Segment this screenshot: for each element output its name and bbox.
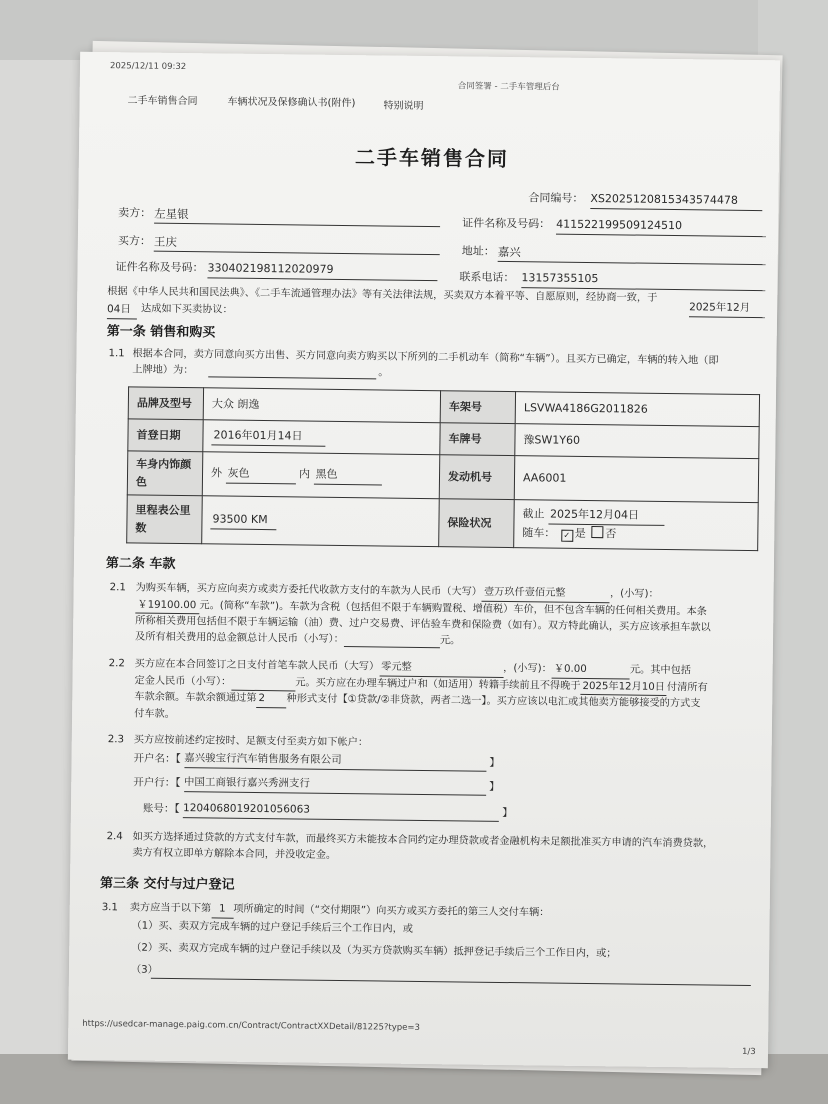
- account-name-row: 开户名：【 嘉兴骏宝行汽车销售服务有限公司 】: [133, 750, 500, 771]
- reg-date-value: 2016年01月14日: [211, 427, 325, 447]
- exterior-prefix: 外: [210, 466, 223, 480]
- article-3-title: 第三条 交付与过户登记: [99, 876, 235, 893]
- account-no-label: 账号：: [142, 802, 175, 815]
- clause-2-2-i: 付车款。: [134, 707, 175, 720]
- interior-color: 黑色: [313, 466, 381, 485]
- print-page-title: 合同签署 - 二手车管理后台: [457, 81, 560, 93]
- buyer-id-label: 证件名称及号码：: [115, 260, 204, 275]
- plate-value: 豫SW1Y60: [515, 424, 759, 459]
- insurance-prefix: 截止: [522, 507, 545, 521]
- insurance-label: 保险状况: [439, 499, 515, 548]
- buyer-id: 330402198112020979: [207, 259, 437, 280]
- vehicle-info-table: [126, 386, 760, 551]
- clause-2-1-d: 所称相关费用包括但不限于车辆运输（油）费、过户交易费、评估验车费和保险费（如有）。双方特此确认，买方应该承担车款以: [135, 615, 711, 634]
- bank-name: 中国工商银行嘉兴秀洲支行: [184, 775, 486, 795]
- clause-1-1-number: 1.1: [108, 348, 125, 360]
- account-no-row: 账号：【 1204068019201056063 】: [143, 801, 513, 822]
- no-label: 否: [605, 527, 617, 541]
- clause-2-2-number: 2.2: [108, 658, 125, 670]
- clause-2-2-c: 元。其中包括: [629, 664, 692, 677]
- contract-page: [68, 52, 780, 1068]
- clause-2-4-text: [132, 829, 766, 868]
- seller-label: 卖方：: [118, 206, 152, 220]
- bank-row: 开户行：【 中国工商银行嘉兴秀洲支行 】: [133, 774, 500, 795]
- vin-value: LSVWA4186G2011826: [515, 392, 759, 427]
- buyer-address: 嘉兴: [498, 243, 766, 266]
- engine-value: AA6001: [514, 456, 759, 503]
- with-car-label: 随车：: [522, 526, 556, 540]
- delivery-option-3: （3）: [130, 964, 158, 976]
- delivery-option-3-field: [151, 978, 751, 986]
- clause-2-2-f: 付清所有: [666, 681, 708, 693]
- clause-2-2-a: 买方应在本合同签订之日支付首笔车款人民币（大写）: [134, 658, 380, 673]
- final-payment-date: 2025年12月10日: [580, 678, 667, 696]
- clause-3-1-b: 项所确定的时间（“交付期限”）向买方或买方委托的第三人交付车辆：: [233, 903, 550, 919]
- plate-label: 车牌号: [440, 423, 515, 456]
- clause-2-1-text: [135, 580, 766, 652]
- clause-2-1-c: 元。(简称“车款”)。车款为含税（包括但不限于车辆购置税、增值税）车价，但不包含车辆的任何相关费用。本条: [199, 599, 707, 617]
- clause-2-2-d: 定金人民币（小写）：: [134, 674, 232, 688]
- total-price-upper: 壹万玖仟壹佰元整: [482, 585, 610, 603]
- print-timestamp: 2025/12/11 09:32: [109, 61, 187, 73]
- contract-title: 二手车销售合同: [354, 145, 510, 172]
- delivery-option-1: （1）买、卖双方完成车辆的过户登记手续后三个工作日内，或: [131, 920, 414, 935]
- tab-vehicle-condition[interactable]: 车辆状况及保修确认书(附件): [227, 96, 356, 110]
- clause-2-2-h: 种形式支付【①贷款/②非贷款，两者二选一】。买方应该以电汇或其他卖方能够接受的方式支: [286, 693, 701, 710]
- seller-name: 左星银: [154, 205, 440, 228]
- intro-date-1: 2025年12月: [689, 299, 765, 318]
- intro-date-2: 04日: [107, 301, 137, 319]
- clause-3-1-a: 卖方应当于以下第: [129, 902, 212, 915]
- account-no: 1204068019201056063: [183, 801, 499, 821]
- clause-2-3-text: 买方应按前述约定按时、足额支付至卖方如下帐户：: [133, 734, 369, 749]
- bank-label: 开户行：: [133, 776, 176, 789]
- yes-label: 是: [574, 526, 586, 540]
- mileage-label: 里程表公里数: [127, 495, 203, 544]
- yes-checkbox[interactable]: ✓: [561, 530, 573, 542]
- reg-date-label: 首登日期: [128, 419, 203, 452]
- clause-2-1-e: 及所有相关费用的总金额总计人民币（小写）：: [134, 630, 344, 645]
- mileage-value: 93500 KM: [210, 511, 276, 530]
- deposit-field: [231, 680, 295, 692]
- color-label: 车身内饰颜色: [127, 451, 203, 496]
- tab-special-notes[interactable]: 特别说明: [383, 100, 424, 112]
- delivery-item: 1: [211, 901, 233, 918]
- clause-2-1-b: ，(小写)：: [609, 588, 659, 600]
- clause-2-4-a: 如买方选择通过贷款的方式支付车款，而最终买方未能按本合同约定办理贷款或者金融机构未足额批准买方申请的汽车消费贷款，: [132, 831, 714, 850]
- clause-1-1-text: 根据本合同，卖方同意向买方出售、买方同意向卖方购买以下所列的二手机动车（简称“车辆”）。且买方已确定，车辆的转入地（即: [132, 348, 719, 367]
- phone-label: 联系电话：: [459, 270, 515, 285]
- clause-3-1-number: 3.1: [101, 902, 118, 914]
- account-name-label: 开户名：: [133, 752, 176, 765]
- account-name: 嘉兴骏宝行汽车销售服务有限公司: [184, 751, 486, 771]
- total-price-lower: ￥19100.00: [135, 597, 199, 614]
- first-payment-lower: ￥0.00: [552, 662, 630, 679]
- first-payment-upper: 零元整: [379, 659, 503, 677]
- intro-text-1: 根据《中华人民共和国民法典》、《二手车流通管理办法》等有关法律法规，买卖双方本着平等、自愿原则，经协商一致，于: [107, 286, 658, 304]
- footer-url: https://usedcar-manage.paig.com.cn/Contract/ContractXXDetail/81225?type=3: [82, 1018, 421, 1033]
- interior-prefix: 内: [298, 467, 311, 481]
- seller-id-label: 证件名称及号码：: [462, 216, 551, 231]
- total-amount-field: [344, 636, 440, 648]
- brand-label: 品牌及型号: [128, 387, 203, 420]
- clause-2-2-b: ，(小写)：: [503, 662, 552, 675]
- no-checkbox[interactable]: [591, 526, 603, 538]
- clause-2-1-f: 元。: [439, 634, 461, 646]
- insurance-date: 2025年12月04日: [548, 506, 664, 526]
- tab-sales-contract[interactable]: 二手车销售合同: [127, 95, 198, 108]
- clause-2-2-g: 车款余额。车款余额通过第: [134, 691, 257, 704]
- payment-method: 2: [256, 691, 286, 708]
- delivery-option-2: （2）买、卖双方完成车辆的过户登记手续以及（为买方贷款购买车辆）抵押登记手续后三个工作日内，或；: [131, 942, 617, 960]
- clause-2-1-number: 2.1: [109, 582, 126, 594]
- contract-no-label: 合同编号：: [528, 191, 584, 205]
- clause-1-1-end: 。: [378, 367, 389, 379]
- vin-label: 车架号: [440, 391, 515, 424]
- registration-place-field: [208, 376, 376, 379]
- clause-1-1-text-2: 上牌地）为：: [132, 364, 194, 377]
- seller-id: 411522199509124510: [556, 216, 766, 237]
- intro-text-2: 达成如下买卖协议：: [140, 303, 233, 316]
- clause-2-1-a: 为购买车辆，买方应向卖方或卖方委托代收款方支付的车款为人民币（大写）: [135, 582, 483, 598]
- article-1-title: 第一条 销售和购买: [106, 324, 216, 341]
- clause-2-2-text: [134, 656, 765, 729]
- address-label: 地址：: [461, 244, 495, 258]
- clause-2-3-number: 2.3: [107, 734, 125, 746]
- buyer-name: 王庆: [154, 233, 440, 256]
- buyer-phone: 13157355105: [521, 269, 765, 291]
- page-number: 1/3: [741, 1046, 756, 1058]
- clause-2-2-e: 元。买方应在办理车辆过户和（如适用）转籍手续前且不得晚于: [295, 676, 581, 692]
- exterior-color: 灰色: [225, 465, 295, 484]
- article-2-title: 第二条 车款: [105, 556, 176, 572]
- clause-2-4-number: 2.4: [106, 831, 123, 843]
- contract-no: XS2025120815343574478: [590, 190, 762, 211]
- engine-label: 发动机号: [439, 455, 515, 500]
- buyer-label: 买方：: [117, 234, 151, 248]
- brand-value: 大众 朗逸: [203, 388, 440, 423]
- clause-2-4-b: 卖方有权立即单方解除本合同，并没收定金。: [132, 846, 337, 861]
